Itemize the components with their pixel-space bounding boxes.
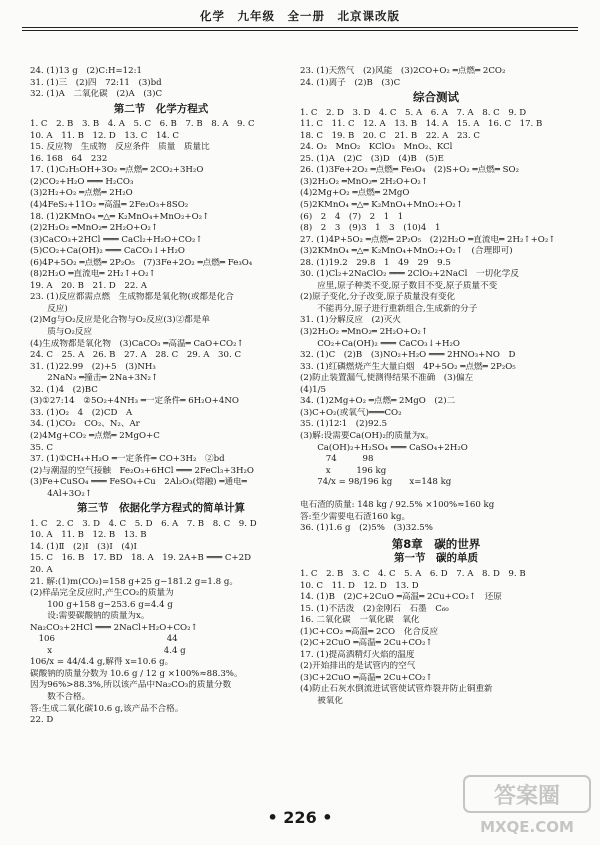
answer-line: (3)2H₂O₂ ═MnO₂═ 2H₂O+O₂↑ — [300, 176, 429, 187]
answer-line: (2)原子变化,分子改变,原子质量没有变化 — [300, 292, 456, 303]
answer-line: 设:需要碳酸钠的质量为x。 — [30, 611, 150, 622]
answer-line: 32. (1)C (2)B (3)NO₂+H₂O ═══ 2HNO₃+NO D — [300, 350, 516, 361]
answer-line: 数不合格。 — [30, 691, 91, 702]
answer-line: 15. (1)不活泼 (2)金刚石 石墨 C₆₀ — [300, 603, 449, 614]
answer-line: 33. (1)红磷燃烧产生大量白烟 4P+5O₂ ═点燃═ 2P₂O₅ — [300, 361, 516, 372]
answer-line: 26. (1)3Fe+2O₂ ═点燃═ Fe₃O₄ (2)S+O₂ ═点燃═ SO₂ — [300, 165, 520, 176]
answer-line: 31. (1)分解反应 (2)灭火 — [300, 315, 401, 326]
answer-line: 18. C 19. B 20. C 21. B 22. A 23. C — [300, 130, 480, 141]
answer-line: 31. (1)三 (2)四 72:11 (3)bd — [30, 77, 162, 88]
answer-line: 24. (1)13 g (2)C:H=12:1 — [30, 66, 142, 76]
answer-line: (4)2Mg+O₂ ═点燃═ 2MgO — [300, 188, 410, 199]
answer-line: (2)4Mg+CO₂ ═点燃═ 2MgO+C — [30, 430, 160, 441]
answer-line: (1)C+CO₂ ═高温═ 2CO 化合反应 — [300, 626, 439, 637]
answer-line: (3)C+O₂(或氧气)═══CO₂ — [300, 407, 402, 418]
answer-line: Ca(OH)₂+H₂SO₄ ═══ CaSO₄+2H₂O — [300, 442, 468, 453]
answer-line: 14. (1)B (2)C+2CuO ═高温═ 2Cu+CO₂↑ 还原 — [300, 592, 502, 603]
answer-line: CO₂+Ca(OH)₂ ═══ CaCO₃↓+H₂O — [300, 338, 460, 349]
answer-line: 106/x = 44/4.4 g,解得 x=10.6 g。 — [30, 657, 174, 668]
answer-line: 15. C 16. B 17. BD 18. A 19. 2A+B ═══ C+2D — [30, 553, 251, 564]
answer-line: (2)样品完全反应时,产生CO₂的质量为 — [30, 588, 174, 599]
answer-line: 1. C 2. C 3. D 4. C 5. D 6. A 7. B 8. C 9. D — [30, 518, 257, 529]
header-rule-thin — [22, 30, 578, 31]
answer-line: 11. C 11. C 12. A 13. B 14. A 15. A 16. C 17. B — [300, 119, 543, 130]
answer-line: 30. (1)Cl₂+2NaClO₂ ═══ 2ClO₂+2NaCl 一切化学反 — [300, 269, 519, 280]
answer-line: 17. (1)提高酒精灯火焰的温度 — [300, 649, 415, 660]
answer-line: 28. (1)19.2 29.8 1 49 29 9.5 — [300, 257, 451, 268]
svg-text:答案圈: 答案圈 — [493, 784, 561, 809]
answer-line: 20. A — [30, 564, 53, 575]
answer-line: 31. (1)22.99 (2)+5 (3)NH₃ — [30, 361, 156, 372]
answer-line: (2)C+2CuO ═高温═ 2Cu+CO₂↑ — [300, 638, 433, 649]
answer-line: 答:生成二氧化碳10.6 g,该产品不合格。 — [30, 703, 184, 714]
answer-line: (3)解:设需要Ca(OH)₂的质量为x。 — [300, 430, 434, 441]
answer-line: 33. (1)O₂ 4 (2)CD A — [30, 407, 133, 418]
answer-line: (8)2H₂O ═直流电═ 2H₂↑+O₂↑ — [30, 269, 156, 280]
answer-line: 15. 反应物 生成物 反应条件 质量 质量比 — [30, 142, 210, 153]
answer-line: (5)2KMnO₄ ═△═ K₂MnO₄+MnO₂+O₂↑ — [300, 200, 463, 211]
section-title-3: 第三节 依据化学方程式的简单计算 — [77, 502, 245, 515]
answer-line: 反应) — [30, 303, 68, 314]
answer-line: 24. (1)离子 (2)B (3)C — [300, 77, 401, 88]
header-rule — [22, 27, 578, 28]
svg-text:MXQE.COM: MXQE.COM — [480, 818, 574, 836]
answer-line: (6)4P+5O₂ ═点燃═ 2P₂O₅ (7)3Fe+2O₂ ═点燃═ Fe₃O₄ — [30, 257, 253, 268]
section-title-2: 第二节 化学方程式 — [113, 102, 209, 115]
answer-line: 32. (1)A 二氧化碳 (2)A (3)C — [30, 89, 163, 100]
answer-line: (5)CO₂+Ca(OH)₂ ═══ CaCO₃↓+H₂O — [30, 246, 185, 257]
answer-line: 1. C 2. B 3. C 4. C 5. A 6. D 7. A 8. D 9. B — [300, 568, 526, 579]
answer-line: x 4.4 g — [30, 645, 186, 656]
answer-line: 碳酸钠的质量分数为 10.6 g / 12 g ×100%≈88.3%。 — [30, 668, 243, 679]
answer-line: x 196 kg — [300, 465, 387, 476]
answer-line: 37. (1)①CH₄+H₂O ═一定条件═ CO+3H₂ ②bd — [30, 454, 225, 465]
left-column — [30, 66, 292, 727]
answer-line: (2)与潮湿的空气接触 Fe₂O₃+6HCl ═══ 2FeCl₃+3H₂O — [30, 465, 254, 476]
answer-line: 19. A 20. B 21. D 22. A — [30, 280, 147, 291]
answer-line: 35. (1)12∶1 (2)92.5 — [300, 419, 388, 430]
answer-line: 106 44 — [30, 634, 178, 645]
answer-line: 4Al+3O₂↑ — [30, 488, 92, 499]
answer-line: 23. (1)天然气 (2)风能 (3)2CO+O₂ ═点燃═ 2CO₂ — [300, 66, 506, 76]
answer-line: 23. (1)反应都需点燃 生成物都是氧化物(或都是化合 — [30, 292, 234, 303]
answer-line: 应里,原子种类不变,原子数目不变,原子质量不变 — [300, 280, 498, 291]
answer-line: 24. C 25. A 26. B 27. A 28. C 29. A 30. C — [30, 350, 242, 361]
answer-line: (3)Fe+CuSO₄ ═══ FeSO₄+Cu 2Al₂O₃(熔融) ═通电═ — [30, 477, 247, 488]
answer-line: 16. 168 64 232 — [30, 153, 108, 164]
answer-line: 10. A 11. B 12. B 13. B — [30, 530, 147, 541]
answer-line: 24. O₂ MnO₂ KClO₃ MnO₂、KCl — [300, 142, 453, 153]
answer-line: 1. C 2. D 3. D 4. C 5. A 6. A 7. A 8. C 9. D — [300, 107, 527, 118]
answer-line: Na₂CO₃+2HCl ═══ 2NaCl+H₂O+CO₂↑ — [30, 622, 198, 633]
answer-line: (4)防止石灰水倒流进试管使试管炸裂并防止铜重新 — [300, 684, 493, 695]
page-header: 化学 九年级 全一册 北京课改版 — [200, 9, 400, 23]
answer-line: 27. (1)4P+5O₂ ═点燃═ 2P₂O₅ (2)2H₂O ═直流电═ 2H₂↑+O₂↑ — [300, 234, 556, 245]
answer-line: 74/x = 98/196 kg x=148 kg — [300, 477, 452, 488]
answer-line: 答:至少需要电石渣160 kg。 — [300, 511, 411, 522]
answer-line: 22. D — [30, 715, 54, 726]
answer-line: 35. C — [30, 442, 53, 453]
answer-line: (8) 2 3 (9)3 1 3 (10)4 1 — [300, 223, 441, 234]
answer-line — [300, 489, 572, 501]
watermark-logo-icon — [458, 770, 598, 842]
answer-line: 34. (1)CO₂ CO₂、N₂、Ar — [30, 419, 140, 430]
answer-line: 100 g+158 g−253.6 g=4.4 g — [30, 599, 173, 610]
answer-line: 36. (1)1.6 g (2)5% (3)32.5% — [300, 523, 433, 534]
answer-line: (2)防止装置漏气,使测得结果不准确 (3)偏左 — [300, 373, 474, 384]
answer-line: 电石渣的质量: 148 kg / 92.5% ×100%≈160 kg — [300, 500, 495, 511]
answer-line: 16. 二氧化碳 一氧化碳 氧化 — [300, 615, 420, 626]
answer-line: 32. (1)4 (2)BC — [30, 384, 98, 395]
answer-line: 21. 解:(1)m(CO₂)=158 g+25 g−181.2 g=1.8 g。 — [30, 576, 238, 587]
right-column — [300, 66, 572, 708]
answer-line: 质与O₂反应 — [30, 327, 93, 338]
answer-line: 1. C 2. B 3. B 4. A 5. C 6. B 7. B 8. A 9. C — [30, 119, 255, 130]
answer-line: (4)4FeS₂+11O₂ ═高温═ 2Fe₂O₃+8SO₂ — [30, 200, 189, 211]
answer-line: (4)生成物都是氧化物 (3)CaCO₃ ═高温═ CaO+CO₂↑ — [30, 338, 244, 349]
answer-line: (2)Mg与O₂反应是化合物与O₂反应(3)②都是单 — [30, 315, 210, 326]
answer-line: 因为96%>88.3%,所以该产品中Na₂CO₃的质量分数 — [30, 680, 232, 691]
answer-line: (3)①27:14 ②5O₂+4NH₃ ═一定条件═ 6H₂O+4NO — [30, 396, 239, 407]
answer-line: 2NaN₃ ═撞击═ 2Na+3N₂↑ — [30, 373, 159, 384]
answer-line: 34. (1)2Mg+O₂ ═点燃═ 2MgO (2)二 — [300, 396, 456, 407]
answer-line: (6) 2 4 (7) 2 1 1 — [300, 211, 404, 222]
answer-line: (3)2KMnO₄ ═△═ K₂MnO₄+MnO₂+O₂↑ (合理即可) — [300, 246, 513, 257]
answer-line: (4)1/5 — [300, 384, 327, 395]
chapter-title-8: 第8章 碳的世界 — [391, 536, 481, 551]
answer-line: 不能再分,原子进行重新组合,生成新的分子 — [300, 303, 478, 314]
answer-line: (2)CO₂+H₂O ═══ H₂CO₃ — [30, 176, 134, 187]
answer-line: (3)2H₂O₂ ═MnO₂═ 2H₂O+O₂↑ — [300, 327, 429, 338]
answer-line: 25. (1)A (2)C (3)D (4)B (5)E — [300, 153, 444, 164]
page-number: • 226 • — [267, 808, 333, 827]
answer-line: 10. C 11. D 12. D 13. D — [300, 580, 419, 591]
section-title-8-1: 第一节 碳的单质 — [394, 552, 478, 565]
answer-line: 被氧化 — [300, 695, 343, 706]
answer-line: (2)2H₂O₂ ═MnO₂═ 2H₂O+O₂↑ — [30, 223, 159, 234]
answer-line: 17. (1)C₂H₅OH+3O₂ ═点燃═ 2CO₂+3H₂O — [30, 165, 204, 176]
answer-line: 18. (1)2KMnO₄ ═△═ K₂MnO₄+MnO₂+O₂↑ — [30, 211, 210, 222]
answer-line: (2)开始排出的是试管内的空气 — [300, 661, 416, 672]
answer-line: 74 98 — [300, 454, 374, 465]
answer-line: (3)C+2CuO ═高温═ 2Cu+CO₂↑ — [300, 672, 433, 683]
section-title-test: 综合测试 — [413, 90, 459, 105]
answer-line: (3)CaCO₃+2HCl ═══ CaCl₂+H₂O+CO₂↑ — [30, 234, 203, 245]
answer-line: 14. (1)Ⅱ (2)Ⅰ (3)Ⅰ (4)Ⅰ — [30, 541, 137, 552]
answer-line: 10. A 11. B 12. D 13. C 14. C — [30, 130, 179, 141]
answer-line: (3)2H₂+O₂ ═点燃═ 2H₂O — [30, 188, 133, 199]
